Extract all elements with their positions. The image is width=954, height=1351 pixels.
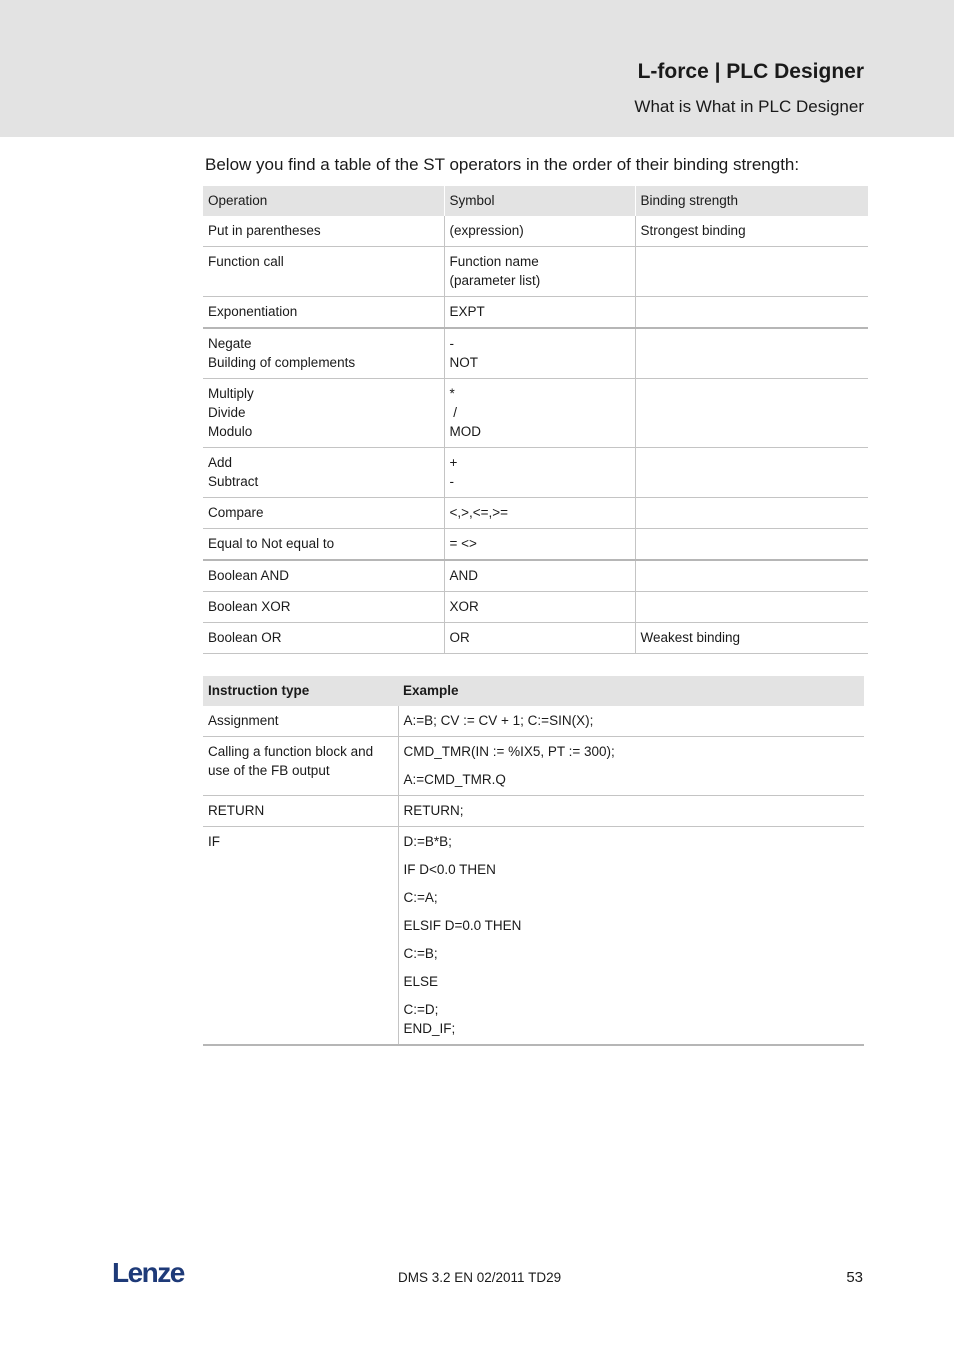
symbol-cell — [444, 297, 635, 329]
code-line: RETURN; — [403, 803, 464, 818]
code-line: A:=B; CV := CV + 1; C:=SIN(X); — [403, 713, 594, 728]
cell-line: AND — [449, 568, 479, 583]
cell-line: Exponentiation — [208, 304, 298, 319]
symbol-cell — [444, 623, 635, 654]
cell-line: <,>,<=,>= — [449, 505, 509, 520]
instructions-table — [203, 676, 864, 1046]
table-row — [203, 560, 868, 592]
table-header-row — [203, 676, 864, 706]
table-row — [203, 796, 864, 827]
operation-cell — [203, 216, 444, 247]
page-number: 53 — [846, 1269, 863, 1286]
operation-cell — [203, 529, 444, 561]
code-line: CMD_TMR(IN := %IX5, PT := 300); — [403, 744, 615, 759]
cell-line: Modulo — [208, 424, 253, 439]
table-row — [203, 379, 868, 448]
instruction-type-cell: RETURN — [203, 796, 398, 827]
table-row — [203, 827, 864, 1046]
example-cell — [398, 796, 864, 827]
binding-cell: Strongest binding — [635, 216, 868, 247]
table-row — [203, 623, 868, 654]
code-line: END_IF; — [403, 1021, 456, 1036]
symbol-cell — [444, 592, 635, 623]
cell-line: OR — [449, 630, 470, 645]
code-line: C:=D; — [403, 1002, 439, 1017]
table-row — [203, 328, 868, 379]
cell-line: (expression) — [449, 223, 524, 238]
code-line: A:=CMD_TMR.Q — [403, 772, 506, 787]
operation-cell — [203, 379, 444, 448]
cell-line: Subtract — [208, 474, 259, 489]
cell-line: Compare — [208, 505, 264, 520]
cell-line: (parameter list) — [449, 273, 541, 288]
operation-cell — [203, 560, 444, 592]
code-line: ELSE — [403, 974, 439, 989]
cell-line: MOD — [449, 424, 481, 439]
instruction-type-cell: Assignment — [203, 706, 398, 737]
logo-wordmark: Lenze — [112, 1257, 184, 1288]
cell-line: - — [449, 474, 454, 489]
lenze-logo — [112, 1256, 192, 1288]
cell-line: Building of complements — [208, 355, 356, 370]
binding-cell — [635, 297, 868, 329]
operation-cell — [203, 498, 444, 529]
cell-line: / — [449, 405, 458, 420]
column-header-instruction-type: Instruction type — [203, 676, 398, 706]
cell-line: Boolean AND — [208, 568, 290, 583]
example-cell — [398, 827, 864, 1046]
cell-line: NOT — [449, 355, 478, 370]
symbol-cell — [444, 216, 635, 247]
operation-cell — [203, 448, 444, 498]
table-row — [203, 247, 868, 297]
operation-cell — [203, 592, 444, 623]
cell-line: Equal to Not equal to — [208, 536, 335, 551]
cell-line: = <> — [449, 536, 477, 551]
cell-line: XOR — [449, 599, 479, 614]
cell-line: Put in parentheses — [208, 223, 321, 238]
column-header-operation: Operation — [203, 186, 444, 216]
instruction-type-cell: IF — [203, 827, 398, 1046]
intro-paragraph: Below you find a table of the ST operators in the order of their binding strength: — [205, 155, 800, 174]
column-header-binding-strength: Binding strength — [635, 186, 868, 216]
table-row — [203, 448, 868, 498]
symbol-cell — [444, 328, 635, 379]
binding-cell — [635, 448, 868, 498]
operation-cell — [203, 297, 444, 329]
cell-line: Negate — [208, 336, 252, 351]
binding-cell: Weakest binding — [635, 623, 868, 654]
symbol-cell — [444, 529, 635, 561]
binding-cell — [635, 379, 868, 448]
cell-line: Add — [208, 455, 233, 470]
cell-line: - — [449, 336, 454, 351]
code-line: D:=B*B; — [403, 834, 452, 849]
example-cell — [398, 706, 864, 737]
cell-line: Multiply — [208, 386, 254, 401]
code-line: IF D<0.0 THEN — [403, 862, 496, 877]
cell-line: Boolean XOR — [208, 599, 291, 614]
example-cell — [398, 737, 864, 796]
operation-cell — [203, 623, 444, 654]
table-row — [203, 706, 864, 737]
table-row — [203, 529, 868, 561]
symbol-cell — [444, 560, 635, 592]
cell-line: Boolean OR — [208, 630, 282, 645]
document-title: L-force | PLC Designer — [637, 60, 864, 83]
binding-cell — [635, 592, 868, 623]
instruction-type-cell: Calling a function block and use of the FB output — [203, 737, 398, 796]
cell-line: * — [449, 386, 455, 401]
code-line: C:=B; — [403, 946, 438, 961]
column-header-example: Example — [398, 676, 864, 706]
cell-line: Divide — [208, 405, 246, 420]
table-row — [203, 737, 864, 796]
symbol-cell — [444, 247, 635, 297]
binding-cell — [635, 498, 868, 529]
operation-cell — [203, 247, 444, 297]
document-id: DMS 3.2 EN 02/2011 TD29 — [398, 1270, 562, 1285]
table-row — [203, 216, 868, 247]
table-header-row — [203, 186, 868, 216]
cell-line: Function name — [449, 254, 539, 269]
symbol-cell — [444, 448, 635, 498]
code-line: C:=A; — [403, 890, 438, 905]
table-row — [203, 297, 868, 329]
table-row — [203, 592, 868, 623]
code-line: ELSIF D=0.0 THEN — [403, 918, 522, 933]
section-subtitle: What is What in PLC Designer — [634, 97, 864, 116]
operation-cell — [203, 328, 444, 379]
cell-line: + — [449, 455, 458, 470]
binding-cell — [635, 560, 868, 592]
symbol-cell — [444, 379, 635, 448]
column-header-symbol: Symbol — [444, 186, 635, 216]
table-row — [203, 498, 868, 529]
cell-line: EXPT — [449, 304, 485, 319]
operators-table — [203, 186, 868, 654]
binding-cell — [635, 529, 868, 561]
binding-cell — [635, 247, 868, 297]
cell-line: Function call — [208, 254, 284, 269]
binding-cell — [635, 328, 868, 379]
symbol-cell — [444, 498, 635, 529]
